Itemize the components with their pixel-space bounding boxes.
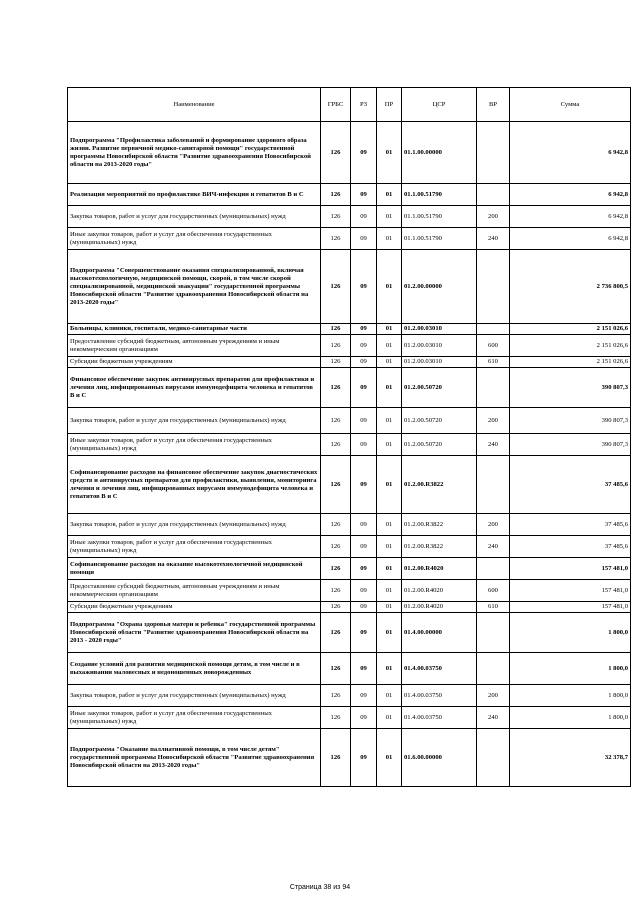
cell-sum: 37 485,6 xyxy=(510,536,631,558)
cell-name: Иные закупки товаров, работ и услуг для обеспечения государственных (муниципальных) нужд xyxy=(68,228,321,250)
cell-sum: 1 800,0 xyxy=(510,685,631,707)
table-row xyxy=(68,456,631,514)
cell-rz: 09 xyxy=(351,357,377,368)
cell-csr: 01.2.00.R4020 xyxy=(402,558,477,580)
cell-csr: 01.4.00.00000 xyxy=(402,613,477,653)
cell-rz: 09 xyxy=(351,558,377,580)
header-pr: ПР xyxy=(377,88,402,122)
cell-pr: 01 xyxy=(377,653,402,685)
cell-name: Финансовое обеспечение закупок антивирусных препаратов для профилактики и лечения лиц, инфицированных вирусами иммунодефицита человека и гепатитов В и С xyxy=(68,368,321,408)
cell-rz: 09 xyxy=(351,184,377,206)
cell-pr: 01 xyxy=(377,408,402,434)
cell-name: Больницы, клиники, госпитали, медико-санитарные части xyxy=(68,324,321,335)
cell-vr: 610 xyxy=(477,357,510,368)
cell-name: Субсидии бюджетным учреждениям xyxy=(68,357,321,368)
cell-name: Софинансирование расходов на оказание высокотехнологичной медицинской помощи xyxy=(68,558,321,580)
table-row xyxy=(68,536,631,558)
cell-grbs: 126 xyxy=(321,408,351,434)
header-csr: ЦСР xyxy=(402,88,477,122)
cell-name: Создание условий для развития медицинской помощи детям, в том числе и в выхаживании маловесных и недоношенных новорожденных xyxy=(68,653,321,685)
table-row xyxy=(68,206,631,228)
table-row xyxy=(68,613,631,653)
cell-pr: 01 xyxy=(377,335,402,357)
cell-vr: 240 xyxy=(477,536,510,558)
header-rz: РЗ xyxy=(351,88,377,122)
table-row xyxy=(68,250,631,324)
header-grbs: ГРБС xyxy=(321,88,351,122)
cell-sum: 157 481,0 xyxy=(510,602,631,613)
cell-name: Иные закупки товаров, работ и услуг для обеспечения государственных (муниципальных) нужд xyxy=(68,707,321,729)
cell-vr xyxy=(477,122,510,184)
cell-pr: 01 xyxy=(377,729,402,787)
cell-pr: 01 xyxy=(377,685,402,707)
cell-rz: 09 xyxy=(351,368,377,408)
cell-name: Подпрограмма "Охрана здоровья матери и ребенка" государственной программы Новосибирской области "Развитие здравоохранения Новосибирской области на 2013 - 2020 годы" xyxy=(68,613,321,653)
cell-csr: 01.2.00.R3822 xyxy=(402,456,477,514)
table-row xyxy=(68,685,631,707)
cell-rz: 09 xyxy=(351,514,377,536)
cell-name: Реализация мероприятий по профилактике ВИЧ-инфекции и гепатитов В и С xyxy=(68,184,321,206)
cell-rz: 09 xyxy=(351,206,377,228)
cell-csr: 01.1.00.51790 xyxy=(402,206,477,228)
cell-pr: 01 xyxy=(377,250,402,324)
table-row xyxy=(68,357,631,368)
cell-name: Подпрограмма "Профилактика заболеваний и формирование здорового образа жизни. Развитие первичной медико-санитарной помощи" государственной программы Новосибирской области "Развитие здравоохранения Новосибирской области на 2013-2020 годы" xyxy=(68,122,321,184)
cell-rz: 09 xyxy=(351,250,377,324)
cell-vr xyxy=(477,653,510,685)
cell-csr: 01.2.00.03010 xyxy=(402,335,477,357)
cell-grbs: 126 xyxy=(321,228,351,250)
cell-grbs: 126 xyxy=(321,184,351,206)
table-row xyxy=(68,707,631,729)
cell-rz: 09 xyxy=(351,335,377,357)
cell-pr: 01 xyxy=(377,357,402,368)
table-row xyxy=(68,729,631,787)
cell-vr xyxy=(477,324,510,335)
cell-pr: 01 xyxy=(377,707,402,729)
cell-vr: 200 xyxy=(477,685,510,707)
cell-sum: 2 151 026,6 xyxy=(510,324,631,335)
cell-csr: 01.2.00.50720 xyxy=(402,408,477,434)
cell-csr: 01.2.00.R3822 xyxy=(402,514,477,536)
cell-grbs: 126 xyxy=(321,368,351,408)
cell-csr: 01.6.00.00000 xyxy=(402,729,477,787)
cell-rz: 09 xyxy=(351,228,377,250)
cell-sum: 157 481,0 xyxy=(510,558,631,580)
cell-vr xyxy=(477,184,510,206)
cell-grbs: 126 xyxy=(321,558,351,580)
cell-csr: 01.2.00.03010 xyxy=(402,357,477,368)
cell-grbs: 126 xyxy=(321,335,351,357)
table-row xyxy=(68,602,631,613)
cell-grbs: 126 xyxy=(321,324,351,335)
cell-sum: 2 736 800,5 xyxy=(510,250,631,324)
cell-vr xyxy=(477,368,510,408)
header-vr: ВР xyxy=(477,88,510,122)
cell-grbs: 126 xyxy=(321,456,351,514)
cell-csr: 01.4.00.03750 xyxy=(402,707,477,729)
cell-pr: 01 xyxy=(377,514,402,536)
table-row xyxy=(68,558,631,580)
cell-rz: 09 xyxy=(351,122,377,184)
header-name: Наименование xyxy=(68,88,321,122)
cell-sum: 6 942,8 xyxy=(510,122,631,184)
table-row xyxy=(68,434,631,456)
cell-csr: 01.2.00.50720 xyxy=(402,434,477,456)
cell-rz: 09 xyxy=(351,580,377,602)
table-row xyxy=(68,653,631,685)
table-row xyxy=(68,122,631,184)
cell-sum: 1 800,0 xyxy=(510,707,631,729)
cell-sum: 37 485,6 xyxy=(510,456,631,514)
cell-csr: 01.4.00.03750 xyxy=(402,653,477,685)
cell-sum: 1 800,0 xyxy=(510,613,631,653)
cell-grbs: 126 xyxy=(321,122,351,184)
cell-csr: 01.1.00.51790 xyxy=(402,228,477,250)
cell-rz: 09 xyxy=(351,653,377,685)
cell-name: Субсидии бюджетным учреждениям xyxy=(68,602,321,613)
cell-rz: 09 xyxy=(351,613,377,653)
cell-sum: 390 807,3 xyxy=(510,408,631,434)
cell-pr: 01 xyxy=(377,228,402,250)
cell-sum: 390 807,3 xyxy=(510,434,631,456)
cell-csr: 01.2.00.R4020 xyxy=(402,580,477,602)
cell-grbs: 126 xyxy=(321,729,351,787)
cell-name: Иные закупки товаров, работ и услуг для обеспечения государственных (муниципальных) нужд xyxy=(68,434,321,456)
cell-vr: 200 xyxy=(477,514,510,536)
cell-pr: 01 xyxy=(377,456,402,514)
cell-sum: 32 378,7 xyxy=(510,729,631,787)
cell-rz: 09 xyxy=(351,707,377,729)
cell-grbs: 126 xyxy=(321,536,351,558)
budget-table xyxy=(67,87,631,787)
cell-grbs: 126 xyxy=(321,250,351,324)
cell-vr: 200 xyxy=(477,206,510,228)
cell-csr: 01.2.00.50720 xyxy=(402,368,477,408)
cell-csr: 01.1.00.00000 xyxy=(402,122,477,184)
table-row xyxy=(68,514,631,536)
cell-vr xyxy=(477,558,510,580)
table-row xyxy=(68,408,631,434)
cell-pr: 01 xyxy=(377,558,402,580)
cell-grbs: 126 xyxy=(321,357,351,368)
cell-pr: 01 xyxy=(377,368,402,408)
cell-csr: 01.2.00.00000 xyxy=(402,250,477,324)
cell-grbs: 126 xyxy=(321,580,351,602)
cell-csr: 01.4.00.03750 xyxy=(402,685,477,707)
cell-vr xyxy=(477,613,510,653)
cell-vr: 610 xyxy=(477,602,510,613)
cell-grbs: 126 xyxy=(321,613,351,653)
cell-vr: 240 xyxy=(477,434,510,456)
cell-grbs: 126 xyxy=(321,602,351,613)
cell-name: Подпрограмма "Оказание паллиативной помощи, в том числе детям" государственной программы Новосибирской области "Развитие здравоохранения Новосибирской области на 2013-2020 годы" xyxy=(68,729,321,787)
cell-grbs: 126 xyxy=(321,653,351,685)
header-row xyxy=(68,88,631,122)
cell-pr: 01 xyxy=(377,122,402,184)
cell-sum: 2 151 026,6 xyxy=(510,335,631,357)
cell-name: Закупка товаров, работ и услуг для государственных (муниципальных) нужд xyxy=(68,408,321,434)
cell-vr xyxy=(477,250,510,324)
cell-pr: 01 xyxy=(377,602,402,613)
cell-rz: 09 xyxy=(351,536,377,558)
cell-vr xyxy=(477,729,510,787)
cell-name: Софинансирование расходов на финансовое обеспечение закупок диагностических средств и антивирусных препаратов для профилактики, выявления, мониторинга лечения и лечения лиц, инфицированных вирусами иммунодефицита человека и гепатитов В и С xyxy=(68,456,321,514)
cell-csr: 01.2.00.03010 xyxy=(402,324,477,335)
cell-name: Закупка товаров, работ и услуг для государственных (муниципальных) нужд xyxy=(68,514,321,536)
cell-rz: 09 xyxy=(351,408,377,434)
cell-pr: 01 xyxy=(377,613,402,653)
cell-rz: 09 xyxy=(351,602,377,613)
cell-sum: 37 485,6 xyxy=(510,514,631,536)
cell-rz: 09 xyxy=(351,685,377,707)
cell-rz: 09 xyxy=(351,324,377,335)
cell-vr: 600 xyxy=(477,580,510,602)
cell-csr: 01.2.00.R3822 xyxy=(402,536,477,558)
cell-rz: 09 xyxy=(351,456,377,514)
cell-vr: 240 xyxy=(477,707,510,729)
cell-name: Иные закупки товаров, работ и услуг для обеспечения государственных (муниципальных) нужд xyxy=(68,536,321,558)
cell-sum: 2 151 026,6 xyxy=(510,357,631,368)
cell-vr: 200 xyxy=(477,408,510,434)
cell-rz: 09 xyxy=(351,729,377,787)
cell-vr: 240 xyxy=(477,228,510,250)
table-body xyxy=(68,122,631,787)
cell-sum: 1 800,0 xyxy=(510,653,631,685)
cell-csr: 01.2.00.R4020 xyxy=(402,602,477,613)
cell-name: Предоставление субсидий бюджетным, автономным учреждениям и иным некоммерческим организациям xyxy=(68,335,321,357)
cell-grbs: 126 xyxy=(321,434,351,456)
cell-sum: 6 942,8 xyxy=(510,184,631,206)
cell-name: Подпрограмма "Совершенствование оказания специализированной, включая высокотехнологичную, медицинской помощи, скорой, в том числе скорой специализированной, медицинской эвакуации" государственной программы Новосибирской области "Развитие здравоохранения Новосибирской области на 2013-2020 годы" xyxy=(68,250,321,324)
cell-vr: 600 xyxy=(477,335,510,357)
cell-pr: 01 xyxy=(377,580,402,602)
cell-sum: 6 942,8 xyxy=(510,206,631,228)
table-row xyxy=(68,324,631,335)
cell-grbs: 126 xyxy=(321,514,351,536)
cell-pr: 01 xyxy=(377,434,402,456)
cell-sum: 6 942,8 xyxy=(510,228,631,250)
header-sum: Сумма xyxy=(510,88,631,122)
table-row xyxy=(68,368,631,408)
table-row xyxy=(68,580,631,602)
cell-name: Закупка товаров, работ и услуг для государственных (муниципальных) нужд xyxy=(68,206,321,228)
cell-sum: 390 807,3 xyxy=(510,368,631,408)
cell-rz: 09 xyxy=(351,434,377,456)
cell-grbs: 126 xyxy=(321,206,351,228)
cell-pr: 01 xyxy=(377,536,402,558)
cell-pr: 01 xyxy=(377,206,402,228)
cell-name: Предоставление субсидий бюджетным, автономным учреждениям и иным некоммерческим организациям xyxy=(68,580,321,602)
cell-grbs: 126 xyxy=(321,707,351,729)
table-row xyxy=(68,228,631,250)
cell-sum: 157 481,0 xyxy=(510,580,631,602)
table-row xyxy=(68,335,631,357)
cell-csr: 01.1.00.51790 xyxy=(402,184,477,206)
table-row xyxy=(68,184,631,206)
cell-name: Закупка товаров, работ и услуг для государственных (муниципальных) нужд xyxy=(68,685,321,707)
page-number: Страница 38 из 94 xyxy=(289,884,351,891)
cell-pr: 01 xyxy=(377,324,402,335)
cell-grbs: 126 xyxy=(321,685,351,707)
cell-vr xyxy=(477,456,510,514)
cell-pr: 01 xyxy=(377,184,402,206)
